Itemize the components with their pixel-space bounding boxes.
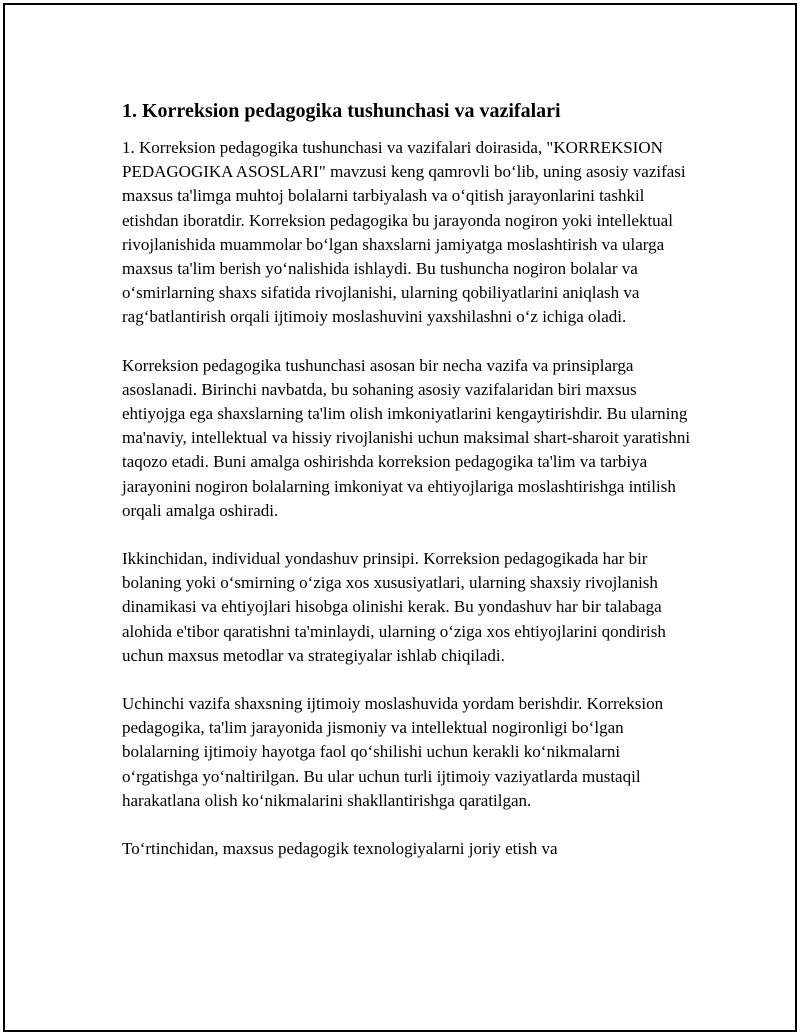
paragraph-4: Uchinchi vazifa shaxsning ijtimoiy moslashuvida yordam berishdir. Korreksion pedagogika, ta'lim jarayonida jismoniy va intellektual nogironligi bo‘lgan bolalarning ijtimoiy hayotga faol qo‘shilishi uchun kerakli ko‘nikmalarni o‘rgatishga yo‘naltirilgan. Bu ular uchun turli ijtimoiy vaziyatlarda mustaqil harakatlana olish ko‘nikmalarini shakllantirishga qaratilgan. bbox=[122, 694, 664, 810]
paragraph-5: To‘rtinchidan, maxsus pedagogik texnologiyalarni joriy etish va bbox=[122, 839, 558, 859]
section-heading: 1. Korreksion pedagogika tushunchasi va vazifalari bbox=[122, 100, 561, 122]
document-body bbox=[122, 97, 692, 885]
paragraph-3: Ikkinchidan, individual yondashuv prinsipi. Korreksion pedagogikada har bir bolaning yoki o‘smirning o‘ziga xos xususiyatlari, ularning shaxsiy rivojlanish dinamikasi va ehtiyojlari hisobga olinishi kerak. Bu yondashuv har bir talabaga alohida e'tibor qaratishni ta'minlaydi, ularning o‘ziga xos ehtiyojlarini qondirish uchun maxsus metodlar va strategiyalar ishlab chiqiladi. bbox=[122, 549, 666, 665]
paragraph-1: 1. Korreksion pedagogika tushunchasi va vazifalari doirasida, "KORREKSION PEDAGOGIKA ASOSLARI" mavzusi keng qamrovli bo‘lib, uning asosiy vazifasi maxsus ta'limga muhtoj bolalarni tarbiyalash va o‘qitish jarayonlarini tashkil etishdan iboratdir. Korreksion pedagogika bu jarayonda nogiron yoki intellektual rivojlanishida muammolar bo‘lgan shaxslarni jamiyatga moslashtirish va ularga maxsus ta'lim berish yo‘nalishida ishlaydi. Bu tushuncha nogiron bolalar va o‘smirlarning shaxs sifatida rivojlanishi, ularning qobiliyatlarini aniqlash va rag‘batlantirish orqali ijtimoiy moslashuvini yaxshilashni o‘z ichiga oladi. bbox=[122, 138, 686, 327]
paragraph-2: Korreksion pedagogika tushunchasi asosan bir necha vazifa va prinsiplarga asoslanadi. Birinchi navbatda, bu sohaning asosiy vazifalaridan biri maxsus ehtiyojga ega shaxslarning ta'lim olish imkoniyatlarini kengaytirishdir. Bu ularning ma'naviy, intellektual va hissiy rivojlanishi uchun maksimal shart-sharoit yaratishni taqozo etadi. Buni amalga oshirishda korreksion pedagogika ta'lim va tarbiya jarayonini nogiron bolalarning imkoniyat va ehtiyojlariga moslashtirishga intilish orqali amalga oshiradi. bbox=[122, 355, 691, 520]
page-frame bbox=[3, 3, 797, 1032]
